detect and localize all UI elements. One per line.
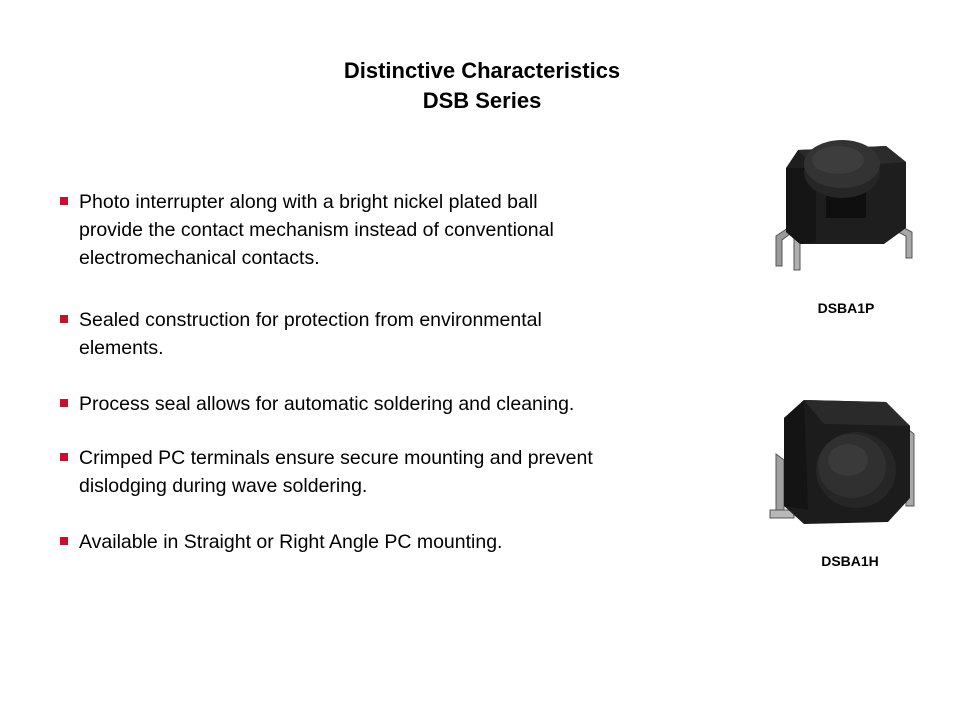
bullet-item [60, 390, 740, 418]
bullet-text-line: Crimped PC terminals ensure secure mounting and prevent [79, 447, 593, 469]
title-line-1: Distinctive Characteristics [343, 58, 621, 83]
bullet-list [60, 188, 740, 556]
title-line-2: DSB Series [422, 88, 542, 113]
bullet-text-line: Sealed construction for protection from environmental [79, 309, 542, 331]
bullet-square-icon [60, 453, 68, 461]
bullet-item [60, 528, 740, 556]
tactile-switch-straight-icon [766, 128, 926, 278]
bullet-text-line: dislodging during wave soldering. [79, 475, 368, 497]
bullet-square-icon [60, 315, 68, 323]
bullet-text-line: Available in Straight or Right Angle PC mounting. [79, 531, 503, 553]
product-caption: DSBA1P [817, 300, 875, 316]
product-caption: DSBA1H [821, 553, 879, 569]
bullet-item [60, 444, 740, 500]
slide-title [0, 56, 960, 116]
bullet-item [60, 306, 740, 362]
product-image-dsba1h [764, 390, 924, 540]
tactile-switch-right-angle-icon [764, 390, 924, 540]
bullet-text-line: provide the contact mechanism instead of conventional [79, 219, 554, 241]
bullet-text-line: electromechanical contacts. [79, 247, 320, 269]
bullet-square-icon [60, 399, 68, 407]
bullet-text-line: Photo interrupter along with a bright nickel plated ball [79, 191, 538, 213]
bullet-text-line: elements. [79, 337, 164, 359]
bullet-item [60, 188, 740, 272]
product-image-dsba1p [766, 128, 926, 278]
bullet-square-icon [60, 197, 68, 205]
bullet-square-icon [60, 537, 68, 545]
bullet-text-line: Process seal allows for automatic soldering and cleaning. [79, 393, 575, 415]
